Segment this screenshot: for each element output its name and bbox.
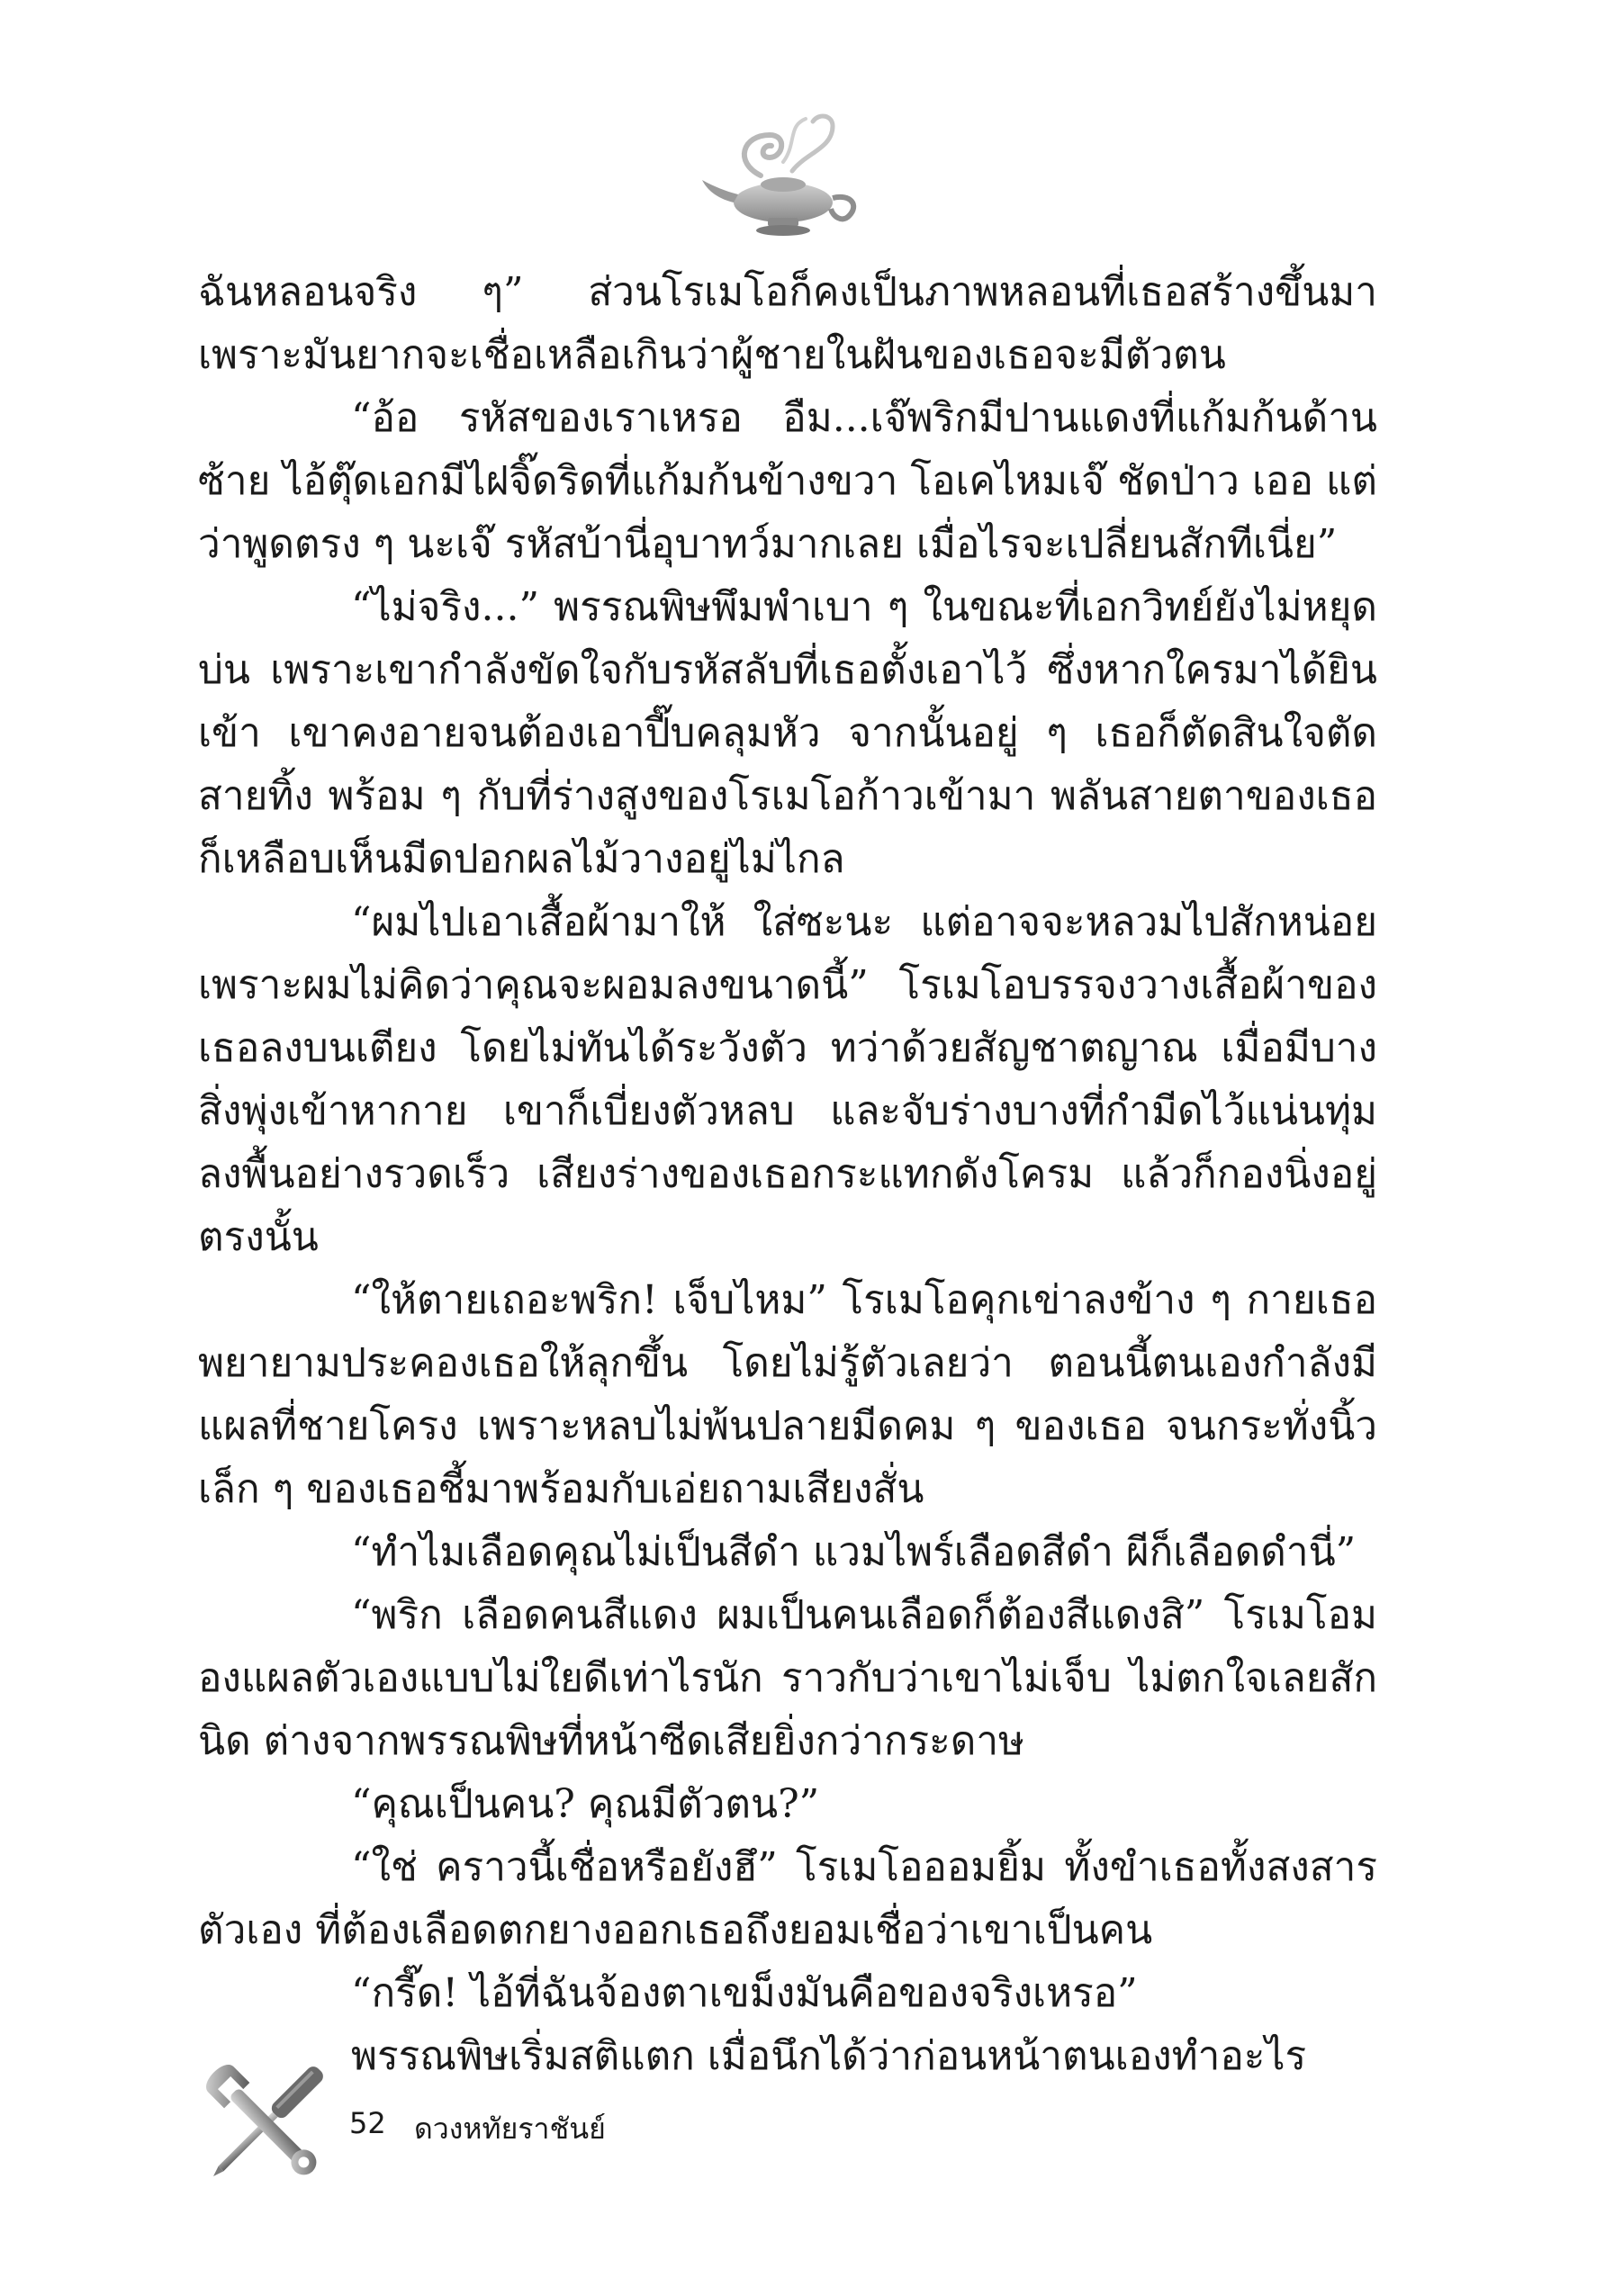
body-text — [198, 261, 1377, 2088]
paragraph: “พริก เลือดคนสีแดง ผมเป็นคนเลือดก็ต้องสีแดงสิ” โรเมโอมองแผลตัวเองแบบไม่ใยดีเท่าไรนัก ราวกับว่าเขาไม่เจ็บ ไม่ตกใจเลยสักนิด ต่างจากพรรณพิษที่หน้าซีดเสียยิ่งกว่ากระดาษ — [198, 1592, 1377, 1764]
paragraph: “ทำไมเลือดคุณไม่เป็นสีดำ แวมไพร์เลือดสีดำ ผีก็เลือดดำนี่” — [351, 1529, 1357, 1575]
paragraph: “ผมไปเอาเสื้อผ้ามาให้ ใส่ซะนะ แต่อาจจะหลวมไปสักหน่อย เพราะผมไม่คิดว่าคุณจะผอมลงขนาดนี้” โรเมโอบรรจงวางเสื้อผ้าของเธอลงบนเตียง โดยไม่ทันได้ระวังตัว ทว่าด้วยสัญชาตญาณ เมื่อมีบางสิ่งพุ่งเข้าหากาย เขาก็เบี่ยงตัวหลบ และจับร่างบางที่กำมีดไว้แน่นทุ่มลงพื้นอย่างรวดเร็ว เสียงร่างของเธอกระแทกดังโครม แล้วก็กองนิ่งอยู่ตรงนั้น — [198, 899, 1377, 1260]
paragraph: “อ้อ รหัสของเราเหรอ อืม...เจ๊พริกมีปานแดงที่แก้มก้นด้านซ้าย ไอ้ตุ๊ดเอกมีไฝจิ๊ดริดที่แก้มก้นข้างขวา โอเคไหมเจ๊ ชัดป่าว เออ แต่ว่าพูดตรง ๆ นะเจ๊ รหัสบ้านี่อุบาทว์มากเลย เมื่อไรจะเปลี่ยนสักทีเนี่ย” — [198, 395, 1377, 567]
wrench-screwdriver-icon — [189, 2043, 342, 2205]
genie-lamp-icon — [698, 108, 869, 243]
page-number: 52 — [349, 2106, 386, 2140]
page-footer — [189, 2043, 819, 2214]
paragraph: “ให้ตายเถอะพริก! เจ็บไหม” โรเมโอคุกเข่าลงข้าง ๆ กายเธอ พยายามประคองเธอให้ลุกขึ้น โดยไม่รู้ตัวเลยว่า ตอนนี้ตนเองกำลังมีแผลที่ชายโครง เพราะหลบไม่พ้นปลายมีดคม ๆ ของเธอ จนกระทั่งนิ้วเล็ก ๆ ของเธอชี้มาพร้อมกับเอ่ยถามเสียงสั่น — [198, 1277, 1377, 1512]
paragraph: ฉันหลอนจริง ๆ” ส่วนโรเมโอก็คงเป็นภาพหลอนที่เธอสร้างขึ้นมา เพราะมันยากจะเชื่อเหลือเกินว่าผู้ชายในฝันของเธอจะมีตัวตน — [198, 269, 1377, 378]
paragraph: “คุณเป็นคน? คุณมีตัวตน?” — [351, 1781, 820, 1827]
paragraph: พรรณพิษเริ่มสติแตก เมื่อนึกได้ว่าก่อนหน้าตนเองทำอะไร — [351, 2033, 1307, 2079]
paragraph: “กรี๊ด! ไอ้ที่ฉันจ้องตาเขม็งมันคือของจริงเหรอ” — [351, 1970, 1138, 2016]
book-title: ดวงหทัยราชันย์ — [414, 2111, 606, 2146]
paragraph: “ไม่จริง...” พรรณพิษพึมพำเบา ๆ ในขณะที่เอกวิทย์ยังไม่หยุดบ่น เพราะเขากำลังขัดใจกับรหัสลับที่เธอตั้งเอาไว้ ซึ่งหากใครมาได้ยินเข้า เขาคงอายจนต้องเอาปี๊บคลุมหัว จากนั้นอยู่ ๆ เธอก็ตัดสินใจตัดสายทิ้ง พร้อม ๆ กับที่ร่างสูงของโรเมโอก้าวเข้ามา พลันสายตาของเธอก็เหลือบเห็นมีดปอกผลไม้วางอยู่ไม่ไกล — [198, 584, 1377, 882]
paragraph: “ใช่ คราวนี้เชื่อหรือยังฮึ” โรเมโอออมยิ้ม ทั้งขำเธอทั้งสงสารตัวเอง ที่ต้องเลือดตกยางออกเธอถึงยอมเชื่อว่าเขาเป็นคน — [198, 1844, 1377, 1953]
